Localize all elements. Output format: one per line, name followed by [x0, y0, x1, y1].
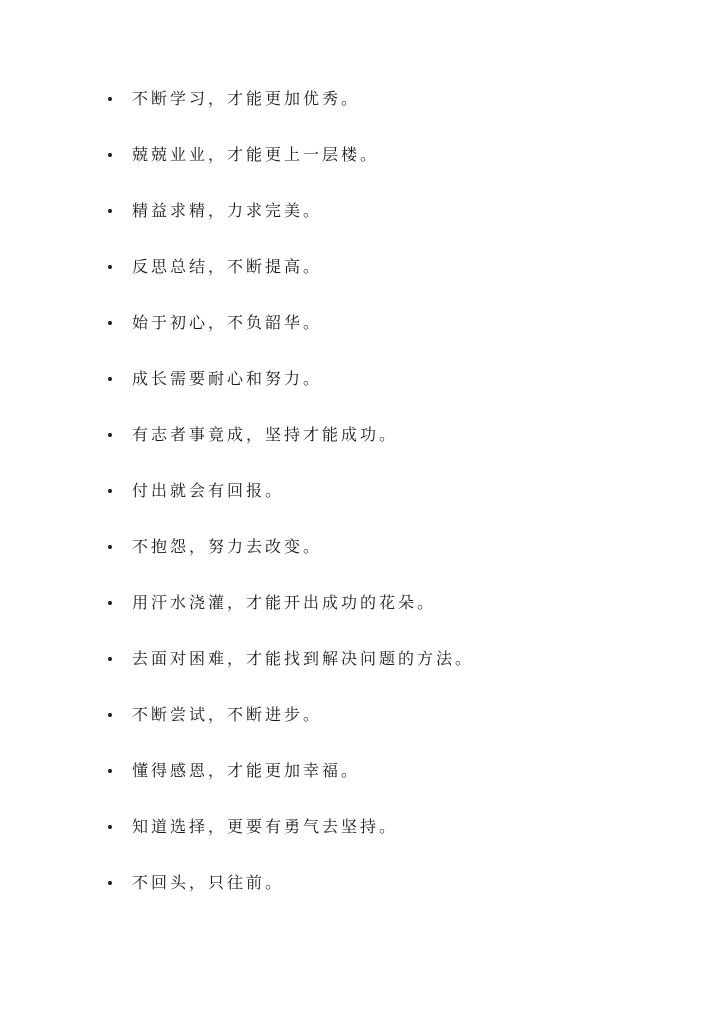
bullet-icon: [108, 321, 112, 325]
list-item: [108, 197, 688, 253]
bullet-icon: [108, 657, 112, 661]
bullet-icon: [108, 825, 112, 829]
bullet-icon: [108, 713, 112, 717]
list-item-text: 懂得感恩，才能更加幸福。: [132, 761, 361, 780]
list-item: [108, 813, 688, 869]
list-item-text: 不回头，只往前。: [132, 873, 285, 892]
bullet-icon: [108, 209, 112, 213]
list-item-text: 不断学习，才能更加优秀。: [132, 89, 361, 108]
bullet-icon: [108, 433, 112, 437]
bullet-icon: [108, 377, 112, 381]
bullet-icon: [108, 881, 112, 885]
list-item: [108, 645, 688, 701]
list-item-text: 精益求精，力求完美。: [132, 201, 323, 220]
bullet-icon: [108, 769, 112, 773]
list-item: [108, 757, 688, 813]
list-item: [108, 533, 688, 589]
list-item: [108, 701, 688, 757]
list-item: [108, 365, 688, 421]
list-item: [108, 589, 688, 645]
list-item: [108, 141, 688, 197]
list-item: [108, 253, 688, 309]
list-item-text: 付出就会有回报。: [132, 481, 285, 500]
list-item-text: 知道选择，更要有勇气去坚持。: [132, 817, 399, 836]
list-item-text: 成长需要耐心和努力。: [132, 369, 323, 388]
bullet-icon: [108, 601, 112, 605]
list-item-text: 用汗水浇灌，才能开出成功的花朵。: [132, 593, 437, 612]
list-item-text: 反思总结，不断提高。: [132, 257, 323, 276]
list-item-text: 去面对困难，才能找到解决问题的方法。: [132, 649, 475, 668]
list-item: [108, 421, 688, 477]
list-item: [108, 85, 688, 141]
bullet-list: [108, 85, 688, 925]
bullet-icon: [108, 545, 112, 549]
list-item: [108, 309, 688, 365]
list-item-text: 不断尝试，不断进步。: [132, 705, 323, 724]
list-item-text: 始于初心，不负韶华。: [132, 313, 323, 332]
bullet-icon: [108, 153, 112, 157]
bullet-icon: [108, 97, 112, 101]
list-item-text: 不抱怨，努力去改变。: [132, 537, 323, 556]
list-item: [108, 477, 688, 533]
list-item-text: 有志者事竟成，坚持才能成功。: [132, 425, 399, 444]
bullet-icon: [108, 489, 112, 493]
list-item-text: 兢兢业业，才能更上一层楼。: [132, 145, 380, 164]
bullet-icon: [108, 265, 112, 269]
list-item: [108, 869, 688, 925]
